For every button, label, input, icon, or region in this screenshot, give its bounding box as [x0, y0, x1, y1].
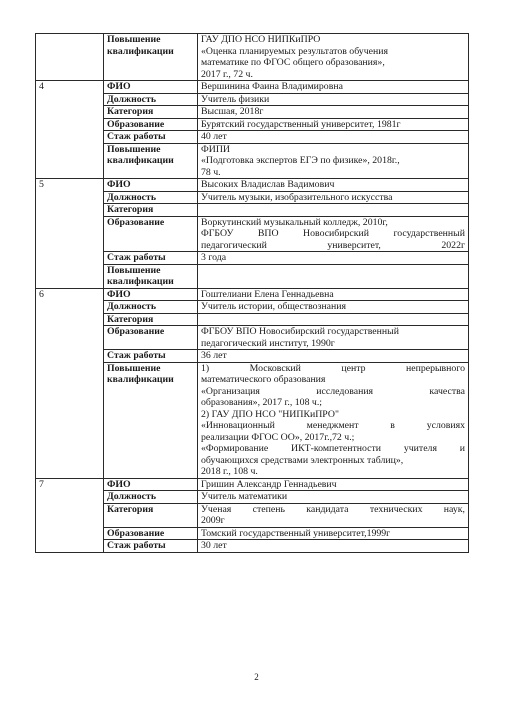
field-label: ФИО: [104, 81, 198, 94]
field-value: [198, 350, 469, 363]
field-label: Повышение квалификации: [104, 362, 198, 478]
field-value-line: Вершинина Фаина Владимировна: [201, 81, 343, 92]
field-value-line: 2) ГАУ ДПО НСО "НИПКиПРО": [201, 408, 339, 420]
field-value-line: 78 ч.: [201, 166, 221, 178]
entry-number: 5: [36, 179, 104, 289]
field-value-line: ФГБОУ ВПО Новосибирский государственный: [201, 228, 465, 239]
field-value: [198, 106, 469, 119]
field-label: Должность: [104, 491, 198, 504]
field-label: Повышение квалификации: [104, 34, 198, 81]
entry-number: 7: [36, 478, 104, 552]
field-value: [198, 179, 469, 192]
field-value: [198, 478, 469, 491]
field-value: [198, 131, 469, 144]
field-value-line: Учитель физики: [201, 93, 270, 105]
field-value: [198, 34, 469, 81]
field-value: [198, 81, 469, 94]
field-label: Повышение квалификации: [104, 264, 198, 288]
field-value: [198, 216, 469, 252]
field-value-line: 40 лет: [201, 131, 227, 142]
field-label: Стаж работы: [104, 131, 198, 144]
field-value-line: 3 года: [201, 252, 227, 263]
field-value-line: «Инновационный менеджмент в условиях: [201, 420, 465, 431]
field-value: [198, 264, 469, 288]
field-value-line: 2017 г., 72 ч.: [201, 68, 253, 80]
field-value: [198, 527, 469, 540]
field-value: [198, 191, 469, 204]
entry-number: [36, 34, 104, 81]
field-label: Стаж работы: [104, 252, 198, 265]
field-value-line: педагогический институт, 1990г: [201, 337, 335, 349]
field-label: Образование: [104, 326, 198, 350]
field-value: [198, 143, 469, 179]
field-label: Образование: [104, 216, 198, 252]
field-value-line: «Подготовка экспертов ЕГЭ по физике», 2018г.,: [201, 155, 400, 166]
field-value-line: Учитель музыки, изобразительного искусства: [201, 191, 393, 203]
field-value-line: Учитель истории, обществознания: [201, 301, 347, 312]
field-value-line: «Оценка планируемых результатов обучения: [201, 45, 388, 57]
field-value: [198, 491, 469, 504]
field-value-line: ФГБОУ ВПО Новосибирский государственный: [201, 326, 399, 337]
field-value: [198, 503, 469, 527]
field-label: Повышение квалификации: [104, 143, 198, 179]
field-label: Стаж работы: [104, 540, 198, 553]
field-value-line: 30 лет: [201, 540, 227, 551]
field-label: Категория: [104, 313, 198, 326]
field-label: ФИО: [104, 478, 198, 491]
field-value-line: математике по ФГОС общего образования»,: [201, 57, 385, 68]
entry-number: 6: [36, 288, 104, 478]
staff-table: [35, 33, 469, 553]
field-label: Категория: [104, 503, 198, 527]
field-value-line: Гришин Александр Геннадьевич: [201, 478, 337, 490]
field-label: Стаж работы: [104, 350, 198, 363]
field-value-line: ГАУ ДПО НСО НИПКиПРО: [201, 34, 321, 45]
field-value: [198, 288, 469, 301]
field-label: Образование: [104, 118, 198, 131]
field-value-line: Воркутинский музыкальный колледж, 2010г,: [201, 216, 388, 228]
field-value-line: Томский государственный университет,1999г: [201, 527, 391, 539]
field-value: [198, 93, 469, 106]
field-value-line: 2009г: [201, 515, 225, 526]
field-value: [198, 362, 469, 478]
entry-number: 4: [36, 81, 104, 179]
field-label: Категория: [104, 204, 198, 217]
table-row: [36, 34, 469, 81]
field-value-line: математического образования: [201, 374, 326, 385]
field-value: [198, 326, 469, 350]
field-label: Должность: [104, 93, 198, 106]
field-label: Должность: [104, 301, 198, 314]
field-value-line: Учитель математики: [201, 491, 288, 502]
field-value-line: образования», 2017 г., 108 ч.;: [201, 397, 323, 408]
field-value: [198, 540, 469, 553]
field-value-line: Гоштелиани Елена Геннадьевна: [201, 288, 334, 300]
field-value-line: ФИПИ: [201, 143, 230, 155]
field-label: ФИО: [104, 179, 198, 192]
table-row: [36, 81, 469, 94]
field-value-line: обучающихся средствами электронных таблиц»,: [201, 454, 404, 466]
table-row: [36, 478, 469, 491]
table-row: [36, 179, 469, 192]
field-value-line: педагогический университет, 2022г: [201, 239, 465, 251]
field-value-line: реализации ФГОС ОО», 2017г.,72 ч.;: [201, 431, 355, 443]
field-value-line: Высшая, 2018г: [201, 106, 264, 117]
field-value-line: Высоких Владислав Вадимович: [201, 179, 335, 190]
field-label: Должность: [104, 191, 198, 204]
field-value: [198, 204, 469, 217]
field-value-line: Ученая степень кандидата технических наук,: [201, 503, 465, 515]
field-value-line: 36 лет: [201, 350, 227, 361]
field-value-line: «Формирование ИКТ-компетентности учителя и: [201, 443, 465, 454]
field-value: [198, 313, 469, 326]
field-label: Категория: [104, 106, 198, 119]
field-label: ФИО: [104, 288, 198, 301]
field-label: Образование: [104, 527, 198, 540]
field-value-line: 2018 г., 108 ч.: [201, 466, 258, 477]
field-value: [198, 301, 469, 314]
field-value: [198, 252, 469, 265]
page-number: 2: [254, 672, 259, 682]
table-row: [36, 288, 469, 301]
field-value-line: «Организация исследования качества: [201, 385, 465, 397]
field-value: [198, 118, 469, 131]
field-value-line: Бурятский государственный университет, 1981г: [201, 118, 401, 130]
field-value-line: 1) Московский центр непрерывного: [201, 362, 465, 374]
